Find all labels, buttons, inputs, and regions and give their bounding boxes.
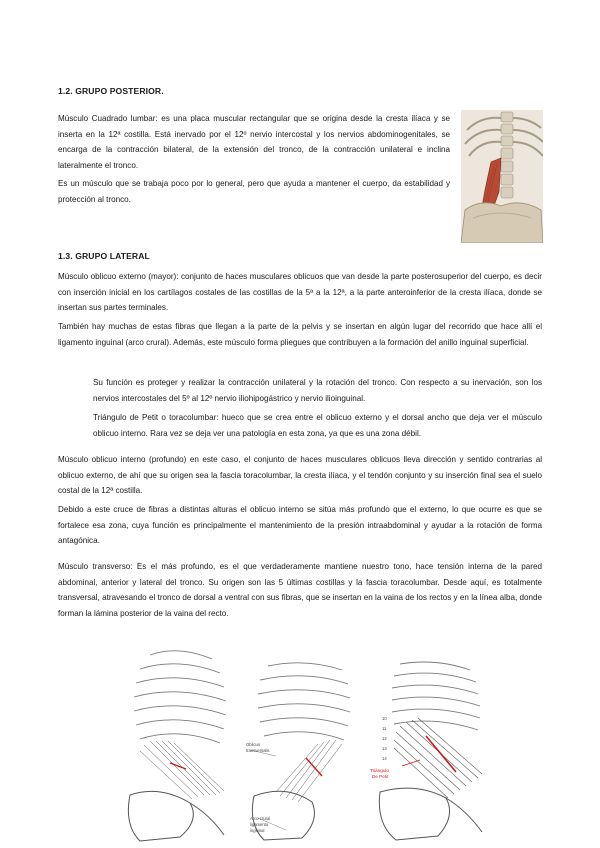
fig2-label-ligamento: ligamento — [250, 822, 269, 827]
paragraph-transverso: Músculo transverso: Es el más profundo, es el que verdaderamente mantiene nuestro tono, hace tensión interna de la pared abdominal, anterior y lateral del tronco. Su origen son las 5 últimas costillas y la fascia toracolumbar. Desde aquí, es totalmente transversal, atravesando el tronco de dorsal a ventral con sus fibras, que se insertan en la vaina de los rectos y en la línea alba, donde forman la lámina posterior de la vaina del recto. — [58, 562, 542, 618]
paragraph-funcion-oblicuo-externo: Su función es proteger y realizar la contracción unilateral y la rotación del tronco. Con respecto a su inervación, son los nervios intercostales del 5º al 12º nervio iliohipogástrico y nervio ilioinguinal. — [93, 378, 542, 403]
rib-number-12: 12 — [382, 736, 387, 741]
paragraph-cuadrado-lumbar-2: Es un músculo que se trabaja poco por lo general, pero que ayuda a mantener el cuerpo, da estabilidad y protección al tronco. — [58, 179, 450, 204]
section-heading-lateral: 1.3. GRUPO LATERAL — [58, 251, 150, 261]
section-heading-posterior: 1.2. GRUPO POSTERIOR. — [58, 86, 164, 96]
fig2-label-oblicuo: Oblicuo — [246, 742, 261, 747]
paragraph-cuadrado-lumbar: Músculo Cuadrado lumbar: es una placa muscular rectangular que se origina desde la cresta ilíaca y se inserta en la 12ª costilla. Está inervado por el 12º nervio intercostal y los nervios abdominogenitales, se encarga de la contracción bilateral, de la extensión del tronco, de la contracción unilateral e inclina lateralmente el tronco. — [58, 114, 450, 170]
rib-number-13: 13 — [382, 746, 387, 751]
petit-triangle-drawing — [366, 660, 488, 843]
paragraph-ligamento-inguinal: También hay muchas de estas fibras que llegan a la parte de la pelvis y se insertan en algún lugar del recorrido que hace allí el ligamento inguinal (arco crural). Además, este músculo forma pliegues que contribuyen a la formación del anillo inguinal superficial. — [58, 322, 542, 347]
rib-number-10: 10 — [382, 716, 387, 721]
paragraph-cruce-fibras: Debido a este cruce de fibras a distintas alturas el oblicuo interno se sitúa más profundo que el externo, lo que ocurre es que se fortalece esa zona, cuya función es principalmente el mantenimiento de la presión intraabdominal y ayudar a la rotación de forma antagónica. — [58, 505, 542, 546]
fig3-label-de-petit: De Petit — [372, 774, 389, 779]
paragraph-oblicuo-interno: Músculo oblicuo interno (profundo) en este caso, el conjunto de haces musculares oblicuos lleva dirección y sentido contrarias al oblicuo externo, de ahí que su origen sea la fascia toracolumbar, la cresta ilíaca, y el tendón conjunto y su inserción final sea el suelo costal de la 12ª costilla. — [58, 455, 542, 496]
internal-oblique-drawing — [246, 660, 362, 843]
quadratus-lumborum-image — [461, 110, 543, 243]
external-oblique-drawing — [120, 645, 238, 843]
rib-number-11: 11 — [382, 726, 387, 731]
paragraph-triangulo-petit: Triángulo de Petit o toracolumbar: hueco que se crea entre el oblicuo externo y el dorsal ancho que deja ver el músculo oblicuo interno. Rara vez se deja ver una patología en esta zona, ya que es una zona débil. — [93, 413, 542, 438]
fig3-label-triangulo: Triángulo — [370, 768, 389, 773]
paragraph-oblicuo-externo: Músculo oblicuo externo (mayor): conjunto de haces musculares oblicuos que van desde la parte posterosuperior del cuerpo, es decir con inserción inicial en los cartílagos costales de las costillas de la 5ª a la 12ª, a la parte anteroinferior de la cresta ilíaca, donde se insertan sus partes terminales. — [58, 272, 542, 313]
fig2-label-transversalis: transversalis — [246, 748, 270, 753]
rib-number-14: 14 — [382, 756, 387, 761]
fig2-label-arco-crural: Arco crural — [250, 816, 271, 821]
fig2-label-inguinal: inguinal — [250, 828, 265, 833]
